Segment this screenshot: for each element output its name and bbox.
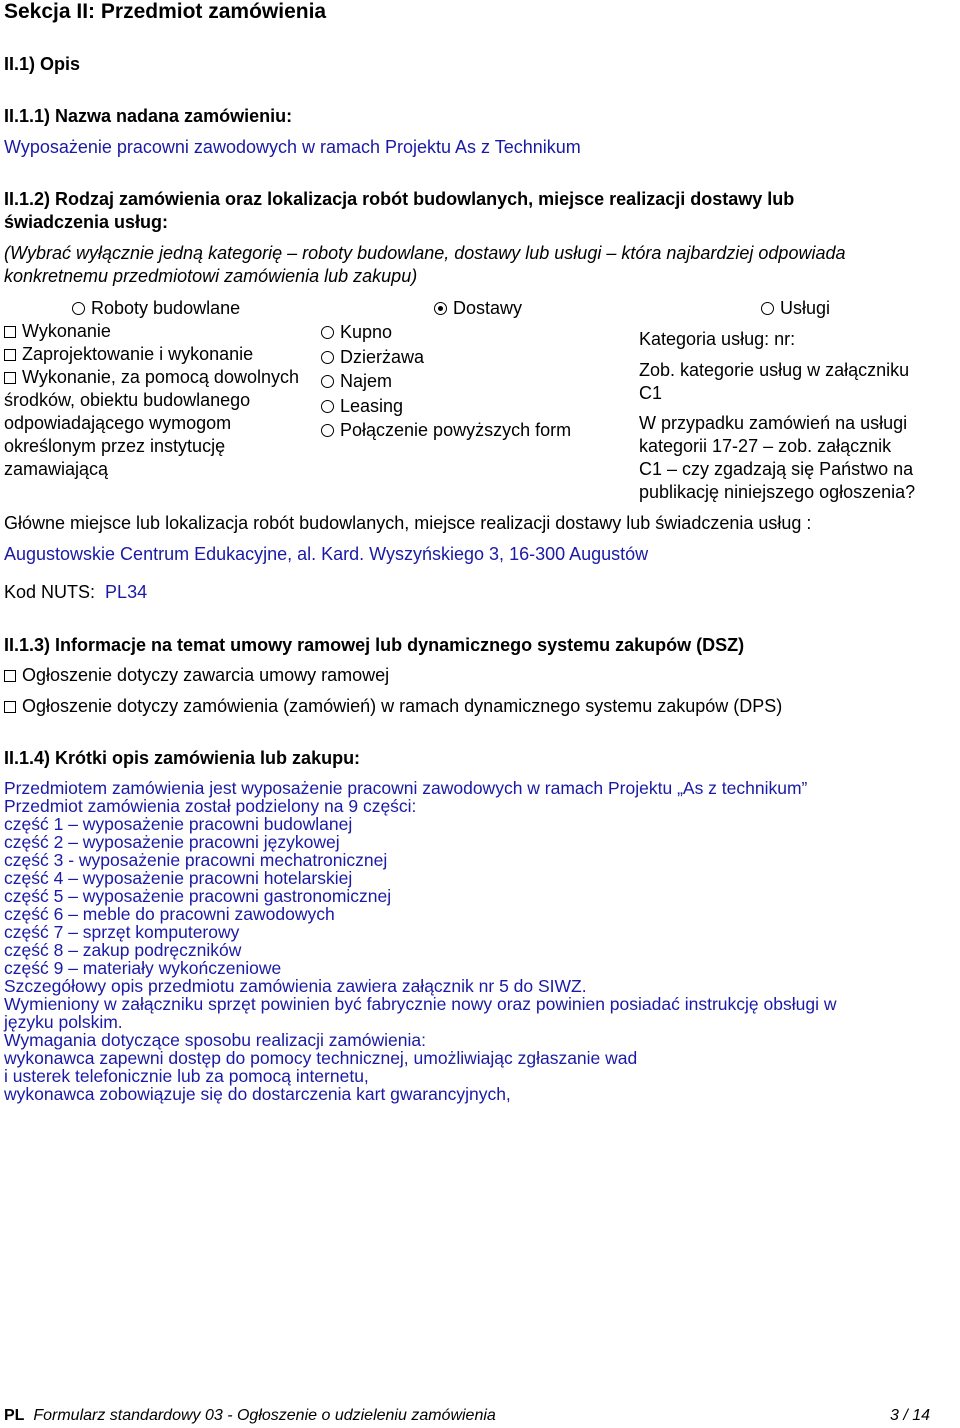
description-line: Wymagania dotyczące sposobu realizacji zamówienia: (4, 1030, 426, 1050)
framework-option-agreement[interactable] (4, 665, 389, 686)
services-note2-line4: publikację niniejszego ogłoszenia? (639, 482, 916, 502)
category-services[interactable] (761, 298, 830, 319)
radio-icon (321, 424, 334, 437)
supplies-option-purchase[interactable] (321, 322, 392, 343)
framework-label: II.1.3) Informacje na temat umowy ramowej lub dynamicznego systemu zakupów (DSZ) (4, 635, 745, 655)
description-line: część 3 - wyposażenie pracowni mechatronicznej (4, 850, 388, 870)
description-line: języku polskim. (4, 1012, 123, 1032)
short-description (4, 779, 944, 1103)
radio-icon (321, 351, 334, 364)
framework-option-label: Ogłoszenie dotyczy zawarcia umowy ramowej (22, 665, 390, 685)
checkbox-icon (4, 372, 16, 384)
description-line: Przedmiot zamówienia został podzielony na 9 części: (4, 796, 417, 816)
description-line: Przedmiotem zamówienia jest wyposażenie pracowni zawodowych w ramach Projektu „As z technikum” (4, 778, 808, 798)
contract-name-value: Wyposażenie pracowni zawodowych w ramach Projektu As z Technikum (4, 137, 581, 157)
supplies-option-label: Najem (340, 371, 393, 391)
location-label: Główne miejsce lub lokalizacja robót budowlanych, miejsce realizacji dostawy lub świadczenia usług : (4, 513, 812, 533)
services-note2-line2: kategorii 17-27 – zob. załącznik (639, 436, 892, 456)
supplies-option-label: Kupno (340, 322, 393, 342)
supplies-option-leasing[interactable] (321, 396, 403, 417)
contract-type-hint-line1: (Wybrać wyłącznie jedną kategorię – roboty budowlane, dostawy lub usługi – która najbardziej odpowiada (4, 243, 846, 263)
category-works-label: Roboty budowlane (91, 298, 241, 318)
category-supplies[interactable] (434, 298, 522, 319)
works-option-continuation-4: zamawiającą (4, 459, 109, 479)
radio-icon (321, 400, 334, 413)
works-option-label: Wykonanie (22, 321, 111, 341)
description-line: Szczegółowy opis przedmiotu zamówienia zawiera załącznik nr 5 do SIWZ. (4, 976, 587, 996)
works-option-continuation-3: określonym przez instytucję (4, 436, 226, 456)
nuts-value: PL34 (105, 582, 148, 602)
description-line: Wymieniony w załączniku sprzęt powinien być fabrycznie nowy oraz powinien posiadać instrukcję obsługi w (4, 994, 837, 1014)
checkbox-icon (4, 326, 16, 338)
contract-name-label: II.1.1) Nazwa nadana zamówieniu: (4, 106, 293, 126)
supplies-option-combination[interactable] (321, 420, 571, 441)
footer-page-number: 3 / 14 (889, 1407, 930, 1424)
services-note2-line1: W przypadku zamówień na usługi (639, 413, 908, 433)
location-value: Augustowskie Centrum Edukacyjne, al. Kard. Wyszyńskiego 3, 16-300 Augustów (4, 544, 649, 564)
works-option-label: Wykonanie, za pomocą dowolnych (22, 367, 299, 387)
section-title: Sekcja II: Przedmiot zamówienia (4, 0, 327, 23)
contract-type-label-line1: II.1.2) Rodzaj zamówienia oraz lokalizacja robót budowlanych, miejsce realizacji dostawy lub (4, 189, 795, 209)
description-line: i usterek telefonicznie lub za pomocą internetu, (4, 1066, 369, 1086)
nuts-code (4, 582, 147, 603)
category-works[interactable] (72, 298, 240, 319)
radio-icon (761, 302, 774, 315)
checkbox-icon (4, 349, 16, 361)
radio-icon (321, 326, 334, 339)
supplies-option-label: Leasing (340, 396, 404, 416)
nuts-label: Kod NUTS: (4, 582, 96, 602)
works-option-continuation-1: środków, obiektu budowlanego (4, 390, 251, 410)
short-description-label: II.1.4) Krótki opis zamówienia lub zakupu: (4, 748, 361, 768)
checkbox-icon (4, 701, 16, 713)
services-note1-line1: Zob. kategorie usług w załączniku (639, 360, 910, 380)
description-line: część 5 – wyposażenie pracowni gastronomicznej (4, 886, 392, 906)
contract-type-hint-line2: konkretnemu przedmiotowi zamówienia lub zakupu) (4, 266, 418, 286)
footer-form-title: Formularz standardowy 03 - Ogłoszenie o udzieleniu zamówienia (33, 1407, 496, 1424)
framework-option-label: Ogłoszenie dotyczy zamówienia (zamówień) w ramach dynamicznego systemu zakupów (DPS) (22, 696, 783, 716)
description-line: część 7 – sprzęt komputerowy (4, 922, 240, 942)
services-note1-line2: C1 (639, 383, 663, 403)
category-services-label: Usługi (780, 298, 831, 318)
description-line: część 2 – wyposażenie pracowni językowej (4, 832, 340, 852)
radio-icon (72, 302, 85, 315)
supplies-option-rental[interactable] (321, 371, 392, 392)
checkbox-icon (4, 670, 16, 682)
category-supplies-label: Dostawy (453, 298, 523, 318)
description-line: część 9 – materiały wykończeniowe (4, 958, 282, 978)
supplies-option-lease[interactable] (321, 347, 424, 368)
framework-option-dps[interactable] (4, 696, 782, 717)
supplies-option-label: Dzierżawa (340, 347, 425, 367)
services-category-label: Kategoria usług: nr: (639, 329, 796, 349)
description-line: wykonawca zapewni dostęp do pomocy technicznej, umożliwiając zgłaszanie wad (4, 1048, 638, 1068)
radio-selected-icon (434, 302, 447, 315)
page-footer (4, 1407, 930, 1425)
works-option-continuation-2: odpowiadającego wymogom (4, 413, 232, 433)
works-option-design-execution[interactable] (4, 344, 253, 365)
services-note2-line3: C1 – czy zgadzają się Państwo na (639, 459, 914, 479)
radio-icon (321, 375, 334, 388)
supplies-option-label: Połączenie powyższych form (340, 420, 572, 440)
works-option-execution[interactable] (4, 321, 111, 342)
footer-lang: PL (4, 1407, 25, 1424)
description-line: część 6 – meble do pracowni zawodowych (4, 904, 335, 924)
contract-type-label-line2: świadczenia usług: (4, 212, 169, 232)
description-line: wykonawca zobowiązuje się do dostarczenia kart gwarancyjnych, (4, 1084, 511, 1104)
description-line: część 4 – wyposażenie pracowni hotelarskiej (4, 868, 353, 888)
works-option-label: Zaprojektowanie i wykonanie (22, 344, 254, 364)
works-option-any-means[interactable] (4, 367, 299, 388)
subsection-title: II.1) Opis (4, 54, 81, 74)
description-line: część 1 – wyposażenie pracowni budowlanej (4, 814, 353, 834)
description-line: część 8 – zakup podręczników (4, 940, 242, 960)
